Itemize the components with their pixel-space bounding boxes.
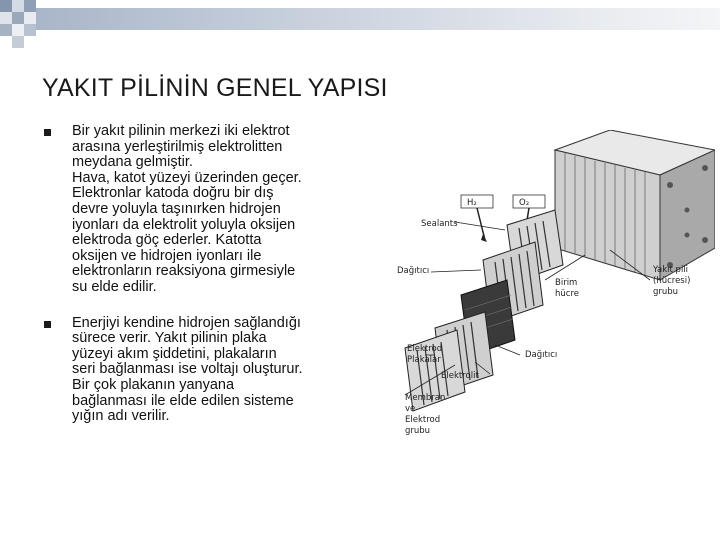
bullet-list bbox=[44, 124, 374, 425]
fuel-cell-stack bbox=[555, 130, 715, 280]
bullet-item bbox=[44, 124, 374, 296]
h2-inlet bbox=[461, 195, 493, 208]
sealants-label: Sealants bbox=[421, 219, 458, 229]
square-bullet-icon bbox=[44, 129, 51, 136]
square-bullet-icon bbox=[44, 321, 51, 328]
bullet-text: Bir yakıt pilinin merkezi iki elektrot arasına yerleştirilmiş elektrolitten meydana gelmiştir. Hava, katot yüzeyi üzerinden geçer. Elektronlar katoda doğru bir dış devre yoluyla taşınırken hidrojen iyonları da elektrolit yoluyla oksijen elektroda göç ederler. Katotta oksijen ve hidrojen iyonları ile elektronların reaksiyona girmesiyle su elde edilir. bbox=[72, 123, 302, 295]
slide-title: YAKIT PİLİNİN GENEL YAPISI bbox=[42, 74, 388, 102]
header-bar bbox=[36, 8, 720, 30]
membrane-label-3: Elektrod bbox=[405, 415, 441, 425]
stack-label-3: grubu bbox=[653, 287, 679, 297]
electrode-plates-label-1: Elektrod bbox=[407, 344, 443, 354]
o2-label: O₂ bbox=[519, 198, 530, 208]
h2-label: H₂ bbox=[467, 198, 477, 208]
stack-label-1: Yakıt pili bbox=[653, 265, 689, 275]
unit-cell-label-2: hücre bbox=[555, 289, 579, 299]
bullet-text: Enerjiyi kendine hidrojen sağlandığı sürece verir. Yakıt pilinin plaka yüzeyi akım şiddetini, plakaların seri bağlanması ise voltajı oluşturur. Bir çok plakanın yanyana bağlanması ile elde edilen sisteme yığın adı verilir. bbox=[72, 314, 303, 425]
distributor-bottom-label: Dağıtıcı bbox=[525, 350, 558, 360]
distributor-top-label: Dağıtıcı bbox=[397, 266, 430, 276]
bullet-item bbox=[44, 316, 374, 425]
unit-cell-label-1: Birim bbox=[555, 278, 578, 288]
membrane-label-1: Membran bbox=[405, 393, 446, 403]
electrolyte-label: Elektrolit bbox=[441, 371, 479, 381]
stack-label-2: (hücresi) bbox=[653, 276, 691, 286]
electrode-plates-label-2: Plakalar bbox=[407, 355, 441, 365]
membrane-label-2: ve bbox=[405, 404, 416, 414]
fuel-cell-diagram bbox=[395, 130, 715, 460]
membrane-label-4: grubu bbox=[405, 426, 431, 436]
